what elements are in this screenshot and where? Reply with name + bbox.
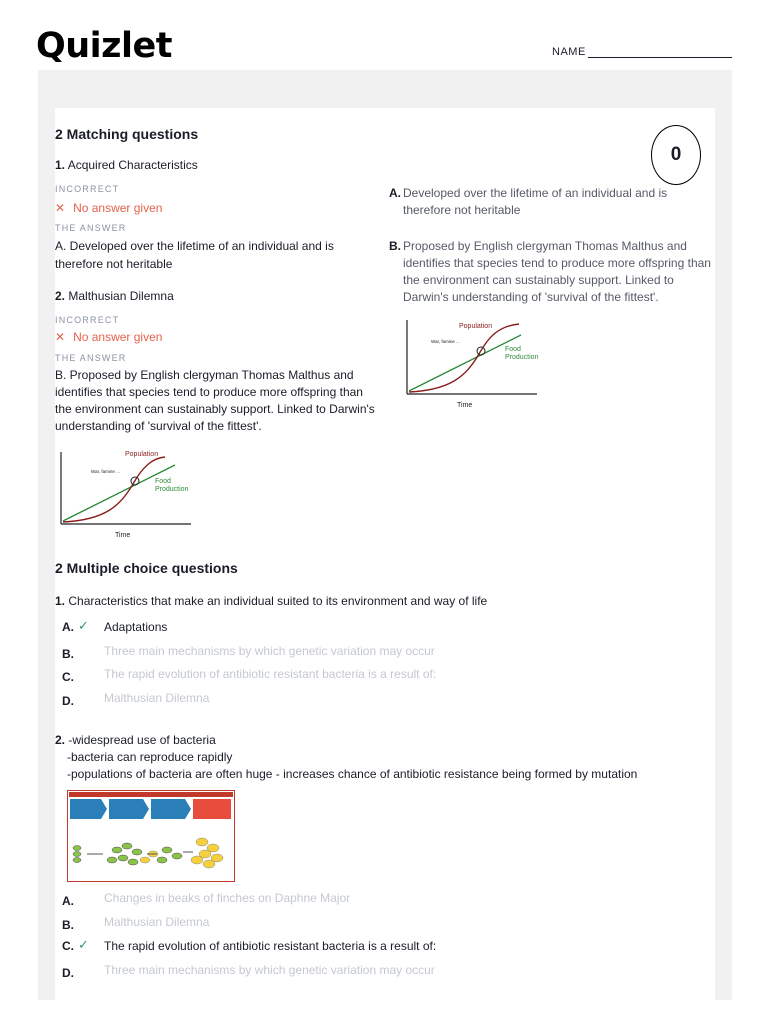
answer-line: therefore not heritable [55, 257, 173, 271]
choice-letter: B. [62, 647, 74, 661]
choice-text: Changes in beaks of finches on Daphne Major [104, 891, 351, 905]
food-label-2: Production [155, 486, 189, 493]
question-number: 1. [55, 594, 66, 608]
choice-letter: C. [62, 670, 74, 684]
question-line: -populations of bacteria are often huge - increases chance of antibiotic resistance being formed by mutation [67, 767, 638, 781]
war-label: War, famine ... [431, 339, 460, 344]
choice-text: Malthusian Dilemna [104, 915, 210, 929]
choice-text: Three main mechanisms by which genetic variation may occur [104, 963, 435, 977]
war-label: War, famine ... [91, 469, 120, 474]
question-number: 2. [55, 733, 66, 747]
mc-section-title: 2 Multiple choice questions [55, 560, 238, 576]
food-label-2: Production [505, 354, 539, 361]
answer-label: THE ANSWER [55, 353, 127, 363]
answer-line: the environment can sustainably support. Linked to Darwin's [55, 402, 375, 416]
population-label: Population [125, 451, 159, 458]
choice-text: The rapid evolution of antibiotic resistant bacteria is a result of: [104, 939, 437, 953]
check-icon: ✓ [78, 618, 89, 633]
status-label: INCORRECT [55, 315, 120, 325]
question-number: 2. [55, 289, 66, 303]
option-line: Proposed by English clergyman Thomas Malthus and [403, 239, 687, 253]
food-label-1: Food [155, 478, 171, 485]
choice-text: The rapid evolution of antibiotic resistant bacteria is a result of: [104, 667, 437, 681]
correct-answer [55, 237, 375, 273]
no-answer-text: No answer given [73, 201, 163, 215]
population-label: Population [459, 323, 493, 330]
score-circle: 0 [651, 125, 701, 185]
quizlet-logo: Quizlet [36, 26, 173, 66]
option-letter: B. [389, 239, 401, 253]
option-line: identifies that species tend to produce more offspring than [403, 256, 711, 270]
population-curve [63, 457, 165, 522]
matching-section-title: 2 Matching questions [55, 126, 199, 142]
status-label: INCORRECT [55, 184, 120, 194]
choice-letter: D. [62, 694, 74, 708]
x-icon: ✕ [55, 330, 66, 344]
time-label: Time [457, 402, 473, 409]
matching-question-1 [55, 157, 198, 174]
option-line: the environment can sustainably support. Linked to [403, 273, 674, 287]
option-line: Darwin's understanding of 'survival of the fittest'. [403, 290, 659, 304]
answer-label: THE ANSWER [55, 223, 127, 233]
header [0, 0, 768, 70]
name-line [588, 46, 732, 58]
malthus-graph-option [401, 316, 543, 412]
malthus-graph [55, 446, 197, 542]
question-line: -bacteria can reproduce rapidly [67, 750, 233, 764]
choice-letter: C. [62, 939, 74, 953]
check-icon: ✓ [78, 937, 89, 952]
mc-question-1 [55, 593, 487, 610]
answer-line: A. Developed over the lifetime of an individual and is [55, 239, 334, 253]
food-label-1: Food [505, 346, 521, 353]
choice-text: Three main mechanisms by which genetic variation may occur [104, 644, 435, 658]
choice-letter: A. [62, 894, 74, 908]
name-field [552, 46, 732, 58]
answer-line: identifies that species tend to produce more offspring than [55, 385, 363, 399]
answer-line: understanding of 'survival of the fittest'. [55, 419, 262, 433]
choice-text: Malthusian Dilemna [104, 691, 210, 705]
question-line: -widespread use of bacteria [68, 733, 216, 747]
matching-option-b [389, 238, 723, 306]
correct-answer [55, 367, 385, 435]
worksheet-background [38, 70, 732, 1000]
question-term: Malthusian Dilemna [68, 289, 174, 303]
matching-question-2 [55, 288, 174, 305]
time-label: Time [115, 532, 131, 539]
option-line: therefore not heritable [403, 203, 521, 217]
question-text: Characteristics that make an individual suited to its environment and way of life [68, 594, 488, 608]
antibiotic-resistance-diagram [67, 790, 235, 882]
x-icon: ✕ [55, 201, 66, 215]
question-term: Acquired Characteristics [67, 158, 198, 172]
choice-letter: A. [62, 620, 74, 634]
matching-option-a [389, 185, 723, 219]
choice-text: Adaptations [104, 620, 168, 634]
no-answer-text: No answer given [73, 330, 163, 344]
choice-letter: B. [62, 918, 74, 932]
no-answer [55, 330, 162, 344]
option-line: Developed over the lifetime of an individual and is [403, 186, 668, 200]
no-answer [55, 201, 162, 215]
option-letter: A. [389, 186, 401, 200]
name-label: NAME [552, 46, 586, 58]
answer-line: B. Proposed by English clergyman Thomas Malthus and [55, 368, 354, 382]
mc-question-2 [55, 732, 637, 783]
choice-letter: D. [62, 966, 74, 980]
worksheet-card [55, 108, 715, 1000]
question-number: 1. [55, 158, 66, 172]
